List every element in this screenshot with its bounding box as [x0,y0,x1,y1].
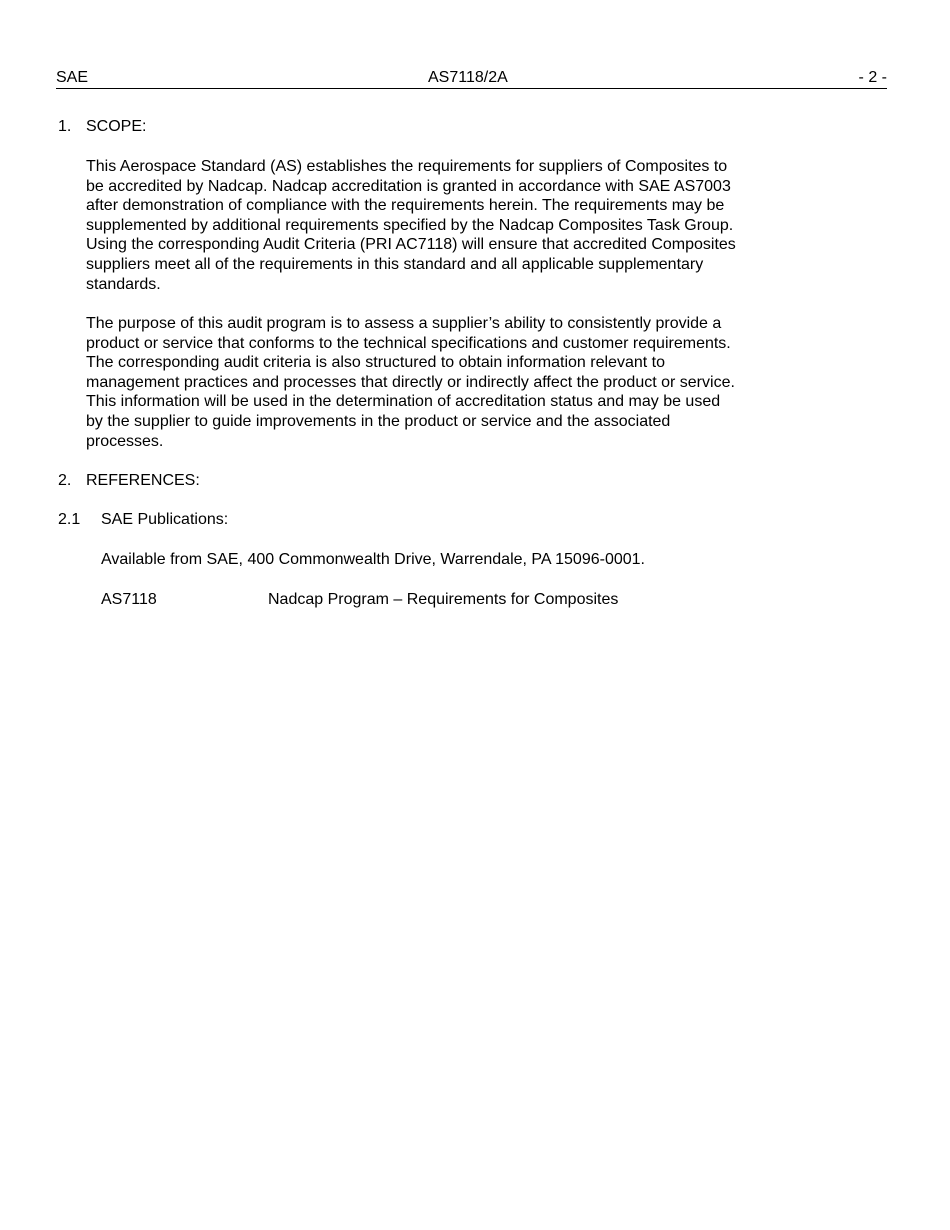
text-line: supplemented by additional requirements specified by the Nadcap Composites Task Group. [86,216,734,234]
text-line: processes. [86,432,164,450]
text-line: This information will be used in the determination of accreditation status and may be used [86,393,721,411]
reference-code: AS7118 [101,591,157,608]
section-2-1-title: SAE Publications: [101,511,229,528]
availability-text: Available from SAE, 400 Commonwealth Drive, Warrendale, PA 15096-0001. [101,551,645,568]
section-2-1-number: 2.1 [58,511,81,528]
text-line: be accredited by Nadcap. Nadcap accreditation is granted in accordance with SAE AS7003 [86,177,731,195]
text-line: This Aerospace Standard (AS) establishes the requirements for suppliers of Composites to [86,158,728,175]
header-org: SAE [56,69,89,86]
text-line: Using the corresponding Audit Criteria (PRI AC7118) will ensure that accredited Composites [86,236,736,254]
text-line: by the supplier to guide improvements in the product or service and the associated [86,412,671,430]
text-line: The corresponding audit criteria is also structured to obtain information relevant to [86,354,665,372]
text-line: product or service that conforms to the technical specifications and customer requirements. [86,334,731,352]
scope-paragraph-2 [86,314,798,451]
text-line: standards. [86,275,161,293]
section-2-number: 2. [58,472,72,489]
section-1-title: SCOPE: [86,118,147,135]
text-line: after demonstration of compliance with the requirements herein. The requirements may be [86,197,725,215]
text-line: management practices and processes that directly or indirectly affect the product or service. [86,373,735,391]
section-1-number: 1. [58,118,72,135]
text-line: suppliers meet all of the requirements in this standard and all applicable supplementary [86,255,704,273]
section-2-title: REFERENCES: [86,472,200,489]
header-doc-number: AS7118/2A [428,69,508,86]
header-page-number: - 2 - [858,69,887,86]
text-line: The purpose of this audit program is to assess a supplier’s ability to consistently provide a [86,315,722,332]
scope-paragraph-1 [86,157,798,294]
reference-title: Nadcap Program – Requirements for Composites [268,591,619,608]
page-header [56,69,887,89]
